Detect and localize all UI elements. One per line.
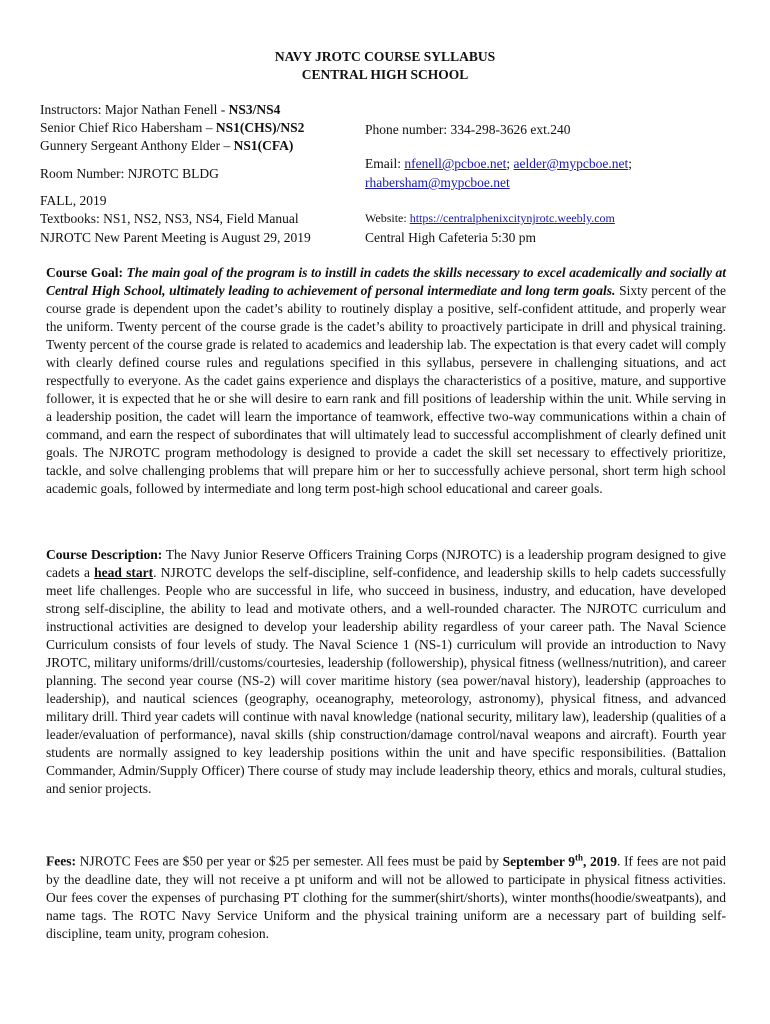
room-number: Room Number: NJROTC BLDG — [40, 166, 219, 181]
email-line-1 — [365, 155, 632, 172]
head-start-emphasis: head start — [94, 565, 154, 580]
email-line-2 — [365, 174, 510, 191]
school-name: CENTRAL HIGH SCHOOL — [301, 67, 469, 82]
course-description-paragraph — [46, 546, 726, 798]
website-link[interactable]: https://centralphenixcitynjrotc.weebly.com — [409, 211, 615, 225]
fees-label: Fees: — [46, 853, 76, 869]
course-description-part-1: The Navy Junior Reserve Officers Training Corps (NJROTC) is a leadership program designed to give cadets a — [46, 547, 727, 580]
course-goal-paragraph — [46, 264, 726, 498]
email-link-elder[interactable]: aelder@mypcboe.net — [513, 156, 629, 171]
course-description-label: Course Description: — [46, 547, 163, 562]
instructor-line-2 — [40, 119, 304, 136]
fees-deadline-month: September 9 — [502, 853, 575, 869]
instructor-2: Senior Chief Rico Habersham – — [40, 120, 216, 135]
term: FALL, 2019 — [40, 193, 107, 208]
parent-meeting: NJROTC New Parent Meeting is August 29, 2019 — [40, 230, 311, 245]
instructor-3-code: NS1(CFA) — [233, 138, 294, 153]
instructor-line-1 — [40, 101, 280, 118]
fees-deadline-suffix: th — [574, 852, 583, 862]
email-label: Email: — [365, 156, 405, 171]
page-title: NAVY JROTC COURSE SYLLABUS — [274, 49, 496, 64]
textbooks: Textbooks: NS1, NS2, NS3, NS4, Field Manual — [40, 211, 299, 226]
website-label: Website: — [365, 211, 410, 225]
website-line — [365, 210, 615, 227]
fees-part-2: . If fees are not paid by the deadline date, they will not receive a pt uniform and will not be allowed to participate in physical fitness activities. Our fees cover the expenses of purchasing PT clothing for the summer(shirt/shorts), winter months(hoodie/sweatpants), and name tags. The ROTC Navy Service Uniform and the physical training uniform are a necessary part of building self-discipline, team unity, program cohesion. — [46, 853, 727, 941]
phone-number: Phone number: 334-298-3626 ext.240 — [365, 122, 571, 137]
instructor-3: Gunnery Sergeant Anthony Elder – — [40, 138, 234, 153]
course-description-part-2: . NJROTC develops the self-discipline, self-confidence, and leadership skills to help cadets successfully meet life challenges. People who are successful in life, who succeed in business, industry, and education, have developed strong self-discipline, the ability to lead and motivate others, and a well-rounded character. The NJROTC curriculum and instructional activities are designed to develop your leadership ability regardless of your career path. The Naval Science Curriculum consists of four levels of study. The Naval Science 1 (NS-1) curriculum will provide an introduction to Navy JROTC, military uniforms/drill/customs/courtesies, leadership (followership), physical fitness (wellness/nutrition), and career planning. The second year course (NS-2) will cover maritime history (sea power/naval history), leadership (approaches to leadership), and nautical sciences (geography, oceanography, meteorology, astronomy), physical fitness, and advanced military drill. Third year cadets will continue with naval knowledge (national security, military law), leadership (qualities of a leader/evaluation of performance), naval skills (ship construction/damage control/naval weapons and aircraft). Fourth year students are normally assigned to key leadership positions within the unit and have specific responsibilities. (Battalion Commander, Admin/Supply Officer) There course of study may include leadership theory, ethics and morals, cultural studies, and senior projects. — [46, 565, 726, 796]
instructor-line-3 — [40, 137, 293, 154]
meeting-location: Central High Cafeteria 5:30 pm — [365, 230, 536, 245]
fees-deadline-year: , 2019 — [582, 853, 617, 869]
instructor-1-code: NS3/NS4 — [228, 102, 281, 117]
course-goal-label: Course Goal: — [46, 265, 127, 280]
course-goal-statement: The main goal of the program is to instill in cadets the skills necessary to excel academically and socially at Central High School, ultimately leading to achievement of personal intermediate and long term goals. — [46, 265, 726, 298]
course-goal-body: Sixty percent of the course grade is dependent upon the cadet’s ability to routinely display a positive, self-confident attitude, and properly wear the uniform. Twenty percent of the course grade is the cadet’s ability to proactively participate in drill and physical training. Twenty percent of the course grade is related to academics and leadership lab. The expectation is that every cadet will comply with clearly defined course rules and regulations specified in this syllabus, persevere in challenging situations, and act respectfully to everyone. As the cadet gains experience and displays the characteristics of a positive, mature, and supportive follower, it is expected that he or she will desire to earn rank and fill positions of leadership within the unit. While serving in a leadership position, the cadet will learn the importance of teamwork, effective two-way communications within a chain of command, and earn the respect of subordinates that will ultimately lead to successful accomplishment of clearly defined unit goals. The NJROTC program methodology is designed to provide a cadet the skill set necessary to effectively prioritize, tackle, and solve challenging problems that will prepare him or her to successfully achieve personal, short term high school academic goals, followed by intermediate and long term post-high school educational and career goals. — [46, 283, 726, 496]
email-separator: ; — [506, 156, 514, 171]
fees-deadline — [503, 854, 617, 869]
fees-part-1: NJROTC Fees are $50 per year or $25 per semester. All fees must be paid by — [75, 853, 503, 869]
email-end: ; — [628, 156, 633, 171]
instructor-2-code: NS1(CHS)/NS2 — [215, 120, 305, 135]
email-link-fenell[interactable]: nfenell@pcboe.net — [404, 156, 507, 171]
instructor-1: Instructors: Major Nathan Fenell - — [40, 102, 229, 117]
email-link-habersham[interactable]: rhabersham@mypcboe.net — [365, 175, 510, 190]
fees-paragraph — [46, 848, 726, 943]
